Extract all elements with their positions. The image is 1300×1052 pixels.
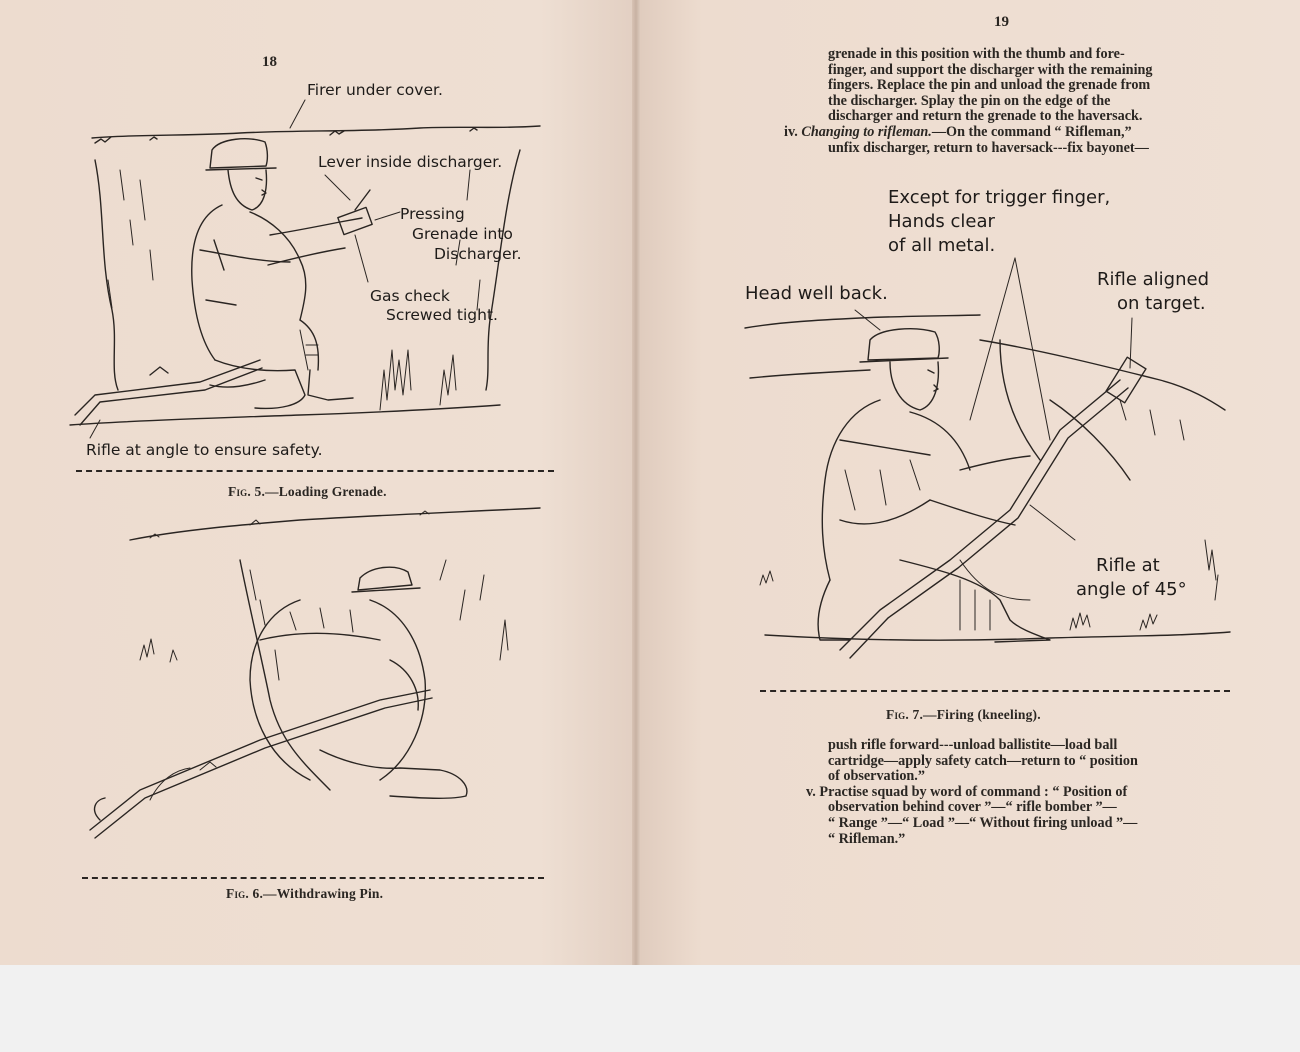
top-line-1: grenade in this position with the thumb and fore- (828, 46, 1125, 62)
label-except-trigger-2: Hands clear (888, 211, 995, 232)
item-v-number: v. (806, 783, 816, 800)
fig5-caption (228, 484, 387, 500)
label-except-trigger-1: Except for trigger finger, (888, 187, 1111, 208)
top-paragraph (784, 47, 1240, 156)
label-gas-check-2: Screwed tight. (386, 306, 498, 324)
fig6-caption (226, 886, 383, 902)
fig5-caption-prefix: Fig. 5. (228, 484, 266, 499)
top-line-3: fingers. Replace the pin and unload the grenade from (828, 77, 1151, 94)
item-v-line-3: “ Range ”—“ Load ”—“ Without firing unload ”— (828, 814, 1138, 831)
fig6-divider (82, 877, 544, 879)
page-number-left: 18 (262, 54, 277, 70)
fig5-divider (76, 470, 554, 472)
top-line-5: discharger and return the grenade to the haversack. (828, 108, 1143, 125)
label-except-trigger-3: of all metal. (888, 235, 996, 256)
item-v-line-4: “ Rifleman.” (828, 830, 906, 847)
page-number-right: 19 (994, 14, 1009, 30)
label-rifle-at-angle: Rifle at angle to ensure safety. (86, 441, 323, 459)
item-iv-rest: —On the command “ Rifleman,” (931, 123, 1132, 140)
item-iv-line-1 (784, 125, 1240, 141)
bottom-line-2: cartridge—apply safety catch—return to “ position (828, 752, 1138, 769)
item-v-text-1: Practise squad by word of command : “ Position of (819, 783, 1128, 800)
fig5-caption-text: —Loading Grenade. (265, 484, 387, 499)
fig7-caption-text: —Firing (kneeling). (923, 707, 1041, 722)
label-lever-inside-discharger: Lever inside discharger. (318, 153, 503, 171)
fig5-illustration (70, 100, 540, 438)
item-v-line-1 (784, 785, 1240, 801)
fig6-caption-prefix: Fig. 6. (226, 886, 264, 901)
bottom-line-3: of observation.” (828, 768, 925, 785)
fig7-caption-prefix: Fig. 7. (886, 707, 924, 722)
label-pressing-1: Pressing (400, 205, 465, 223)
background-strip (0, 965, 1300, 1052)
label-head-well-back: Head well back. (745, 283, 888, 304)
item-iv-line-2: unfix discharger, return to haversack---fix bayonet— (828, 139, 1149, 156)
fig7-caption (886, 707, 1041, 723)
label-rifle-aligned-1: Rifle aligned (1097, 269, 1210, 290)
bottom-paragraph (784, 738, 1240, 847)
item-iv-title: Changing to rifleman. (801, 123, 932, 140)
label-pressing-2: Grenade into (412, 225, 513, 243)
label-rifle-aligned-2: on target. (1117, 293, 1206, 314)
item-v-line-2: observation behind cover ”—“ rifle bomber ”— (828, 799, 1117, 816)
fig6-caption-text: —Withdrawing Pin. (263, 886, 384, 901)
bottom-line-1: push rifle forward---unload ballistite—load ball (828, 737, 1118, 753)
label-rifle-at-45-1: Rifle at (1096, 555, 1160, 576)
top-line-2: finger, and support the discharger with the remaining (828, 61, 1153, 78)
fig6-illustration (90, 508, 540, 838)
top-line-4: the discharger. Splay the pin on the edge of the (828, 92, 1111, 109)
item-iv-number: iv. (784, 123, 798, 140)
label-firer-under-cover: Firer under cover. (307, 81, 443, 99)
label-rifle-at-45-2: angle of 45° (1076, 579, 1187, 600)
fig7-divider (760, 690, 1230, 692)
label-pressing-3: Discharger. (434, 245, 522, 263)
label-gas-check-1: Gas check (370, 287, 450, 305)
